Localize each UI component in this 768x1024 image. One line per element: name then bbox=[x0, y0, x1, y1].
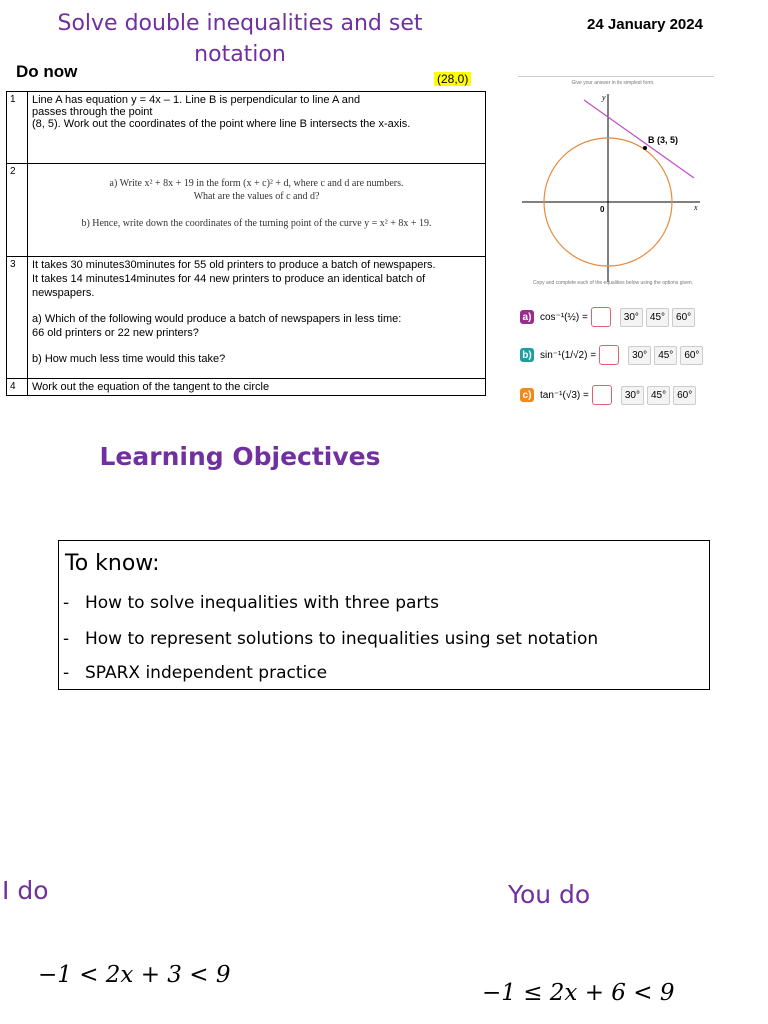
option-chip[interactable]: 45° bbox=[647, 386, 670, 405]
option-expression: cos⁻¹(½) = bbox=[540, 311, 588, 323]
question-number: 2 bbox=[7, 164, 28, 257]
question-row bbox=[7, 379, 486, 396]
circle-diagram bbox=[512, 86, 714, 286]
option-chip[interactable]: 45° bbox=[654, 346, 677, 365]
option-chip[interactable]: 30° bbox=[620, 308, 643, 327]
answer-box[interactable] bbox=[599, 345, 619, 365]
copy-instruction: Copy and complete each of the equalities below using the options given. bbox=[532, 280, 694, 286]
answer-box[interactable] bbox=[592, 385, 612, 405]
objective-item: - How to solve inequalities with three parts bbox=[63, 593, 439, 613]
question-3-text: It takes 30 minutes30minutes for 55 old printers to produce a batch of newspapers. It takes 14 minutes14minutes for 44 new printers to produce an identical batch of newspapers. a) Which of the following would produce a batch of newspapers in less time: 66 old printers or 22 new printers? b) How much less time would this take? bbox=[28, 257, 486, 379]
option-chip[interactable]: 60° bbox=[680, 346, 703, 365]
question-1-text: Line A has equation y = 4x – 1. Line B is perpendicular to line A and passes through the point (8, 5). Work out the coordinates of the point where line B intersects the x-axis. bbox=[28, 92, 486, 164]
instruction-text: Give your answer in its simplest form. bbox=[571, 80, 655, 86]
page-title: Solve double inequalities and set notation bbox=[57, 11, 423, 67]
option-badge: a) bbox=[520, 310, 534, 324]
option-badge: c) bbox=[520, 388, 534, 402]
you-do-label: You do bbox=[508, 880, 591, 909]
question-2-text: a) Write x² + 8x + 19 in the form (x + c)² + d, where c and d are numbers. What are the values of c and d? b) Hence, write down the coordinates of the turning point of the curve y = x² + 8x + 19. bbox=[28, 164, 486, 257]
x-axis-label: x bbox=[694, 203, 698, 212]
question-row bbox=[7, 164, 486, 257]
option-row-c bbox=[520, 384, 699, 406]
date: 24 January 2024 bbox=[587, 16, 703, 33]
answer-highlight: (28,0) bbox=[434, 72, 471, 86]
question-row bbox=[7, 257, 486, 379]
question-number: 3 bbox=[7, 257, 28, 379]
do-now-table bbox=[6, 91, 486, 396]
question-4-text: Work out the equation of the tangent to the circle bbox=[28, 379, 486, 396]
option-expression: sin⁻¹(1/√2) = bbox=[540, 349, 597, 361]
y-axis-label: y bbox=[602, 93, 606, 102]
objectives-head: To know: bbox=[65, 551, 160, 576]
question-row bbox=[7, 92, 486, 164]
origin-label: 0 bbox=[600, 205, 605, 214]
question-number: 1 bbox=[7, 92, 28, 164]
circle-question-panel bbox=[512, 76, 714, 416]
point-b-label: B (3, 5) bbox=[648, 135, 679, 145]
objectives-box bbox=[58, 540, 710, 690]
option-chip[interactable]: 60° bbox=[673, 386, 696, 405]
option-chip[interactable]: 30° bbox=[621, 386, 644, 405]
you-do-inequality: −1 ≤ 2x + 6 < 9 bbox=[482, 980, 675, 1006]
do-now-label: Do now bbox=[16, 62, 78, 81]
question-number: 4 bbox=[7, 379, 28, 396]
objective-item: - How to represent solutions to inequalities using set notation bbox=[63, 629, 599, 649]
option-expression: tan⁻¹(√3) = bbox=[540, 389, 589, 401]
option-chip[interactable]: 30° bbox=[628, 346, 651, 365]
i-do-inequality: −1 < 2x + 3 < 9 bbox=[38, 962, 231, 988]
option-chip[interactable]: 45° bbox=[646, 308, 669, 327]
learning-objectives-title: Learning Objectives bbox=[99, 442, 381, 471]
option-row-b bbox=[520, 344, 706, 366]
option-row-a bbox=[520, 306, 698, 328]
objective-item: - SPARX independent practice bbox=[63, 663, 328, 683]
option-chip[interactable]: 60° bbox=[672, 308, 695, 327]
option-badge: b) bbox=[520, 348, 534, 362]
i-do-label: I do bbox=[2, 876, 49, 905]
answer-box[interactable] bbox=[591, 307, 611, 327]
